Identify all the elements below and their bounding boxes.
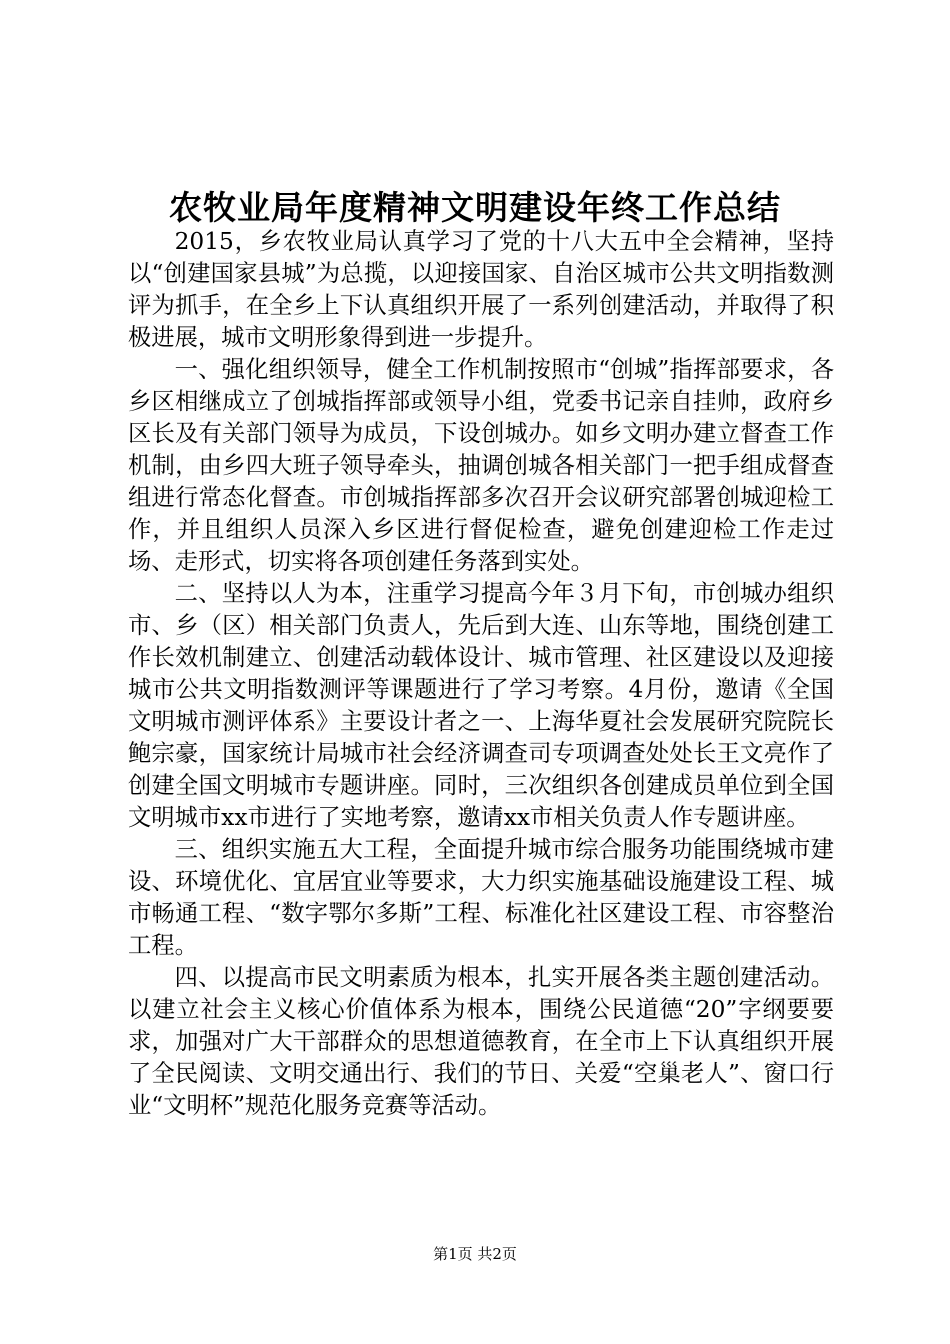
page-number-footer: 第1页 共2页 — [433, 1245, 517, 1263]
paragraph-section-2: 二、坚持以人为本，注重学习提高今年３月下旬，市创城办组织市、乡（区）相关部门负责人，先后到大连、山东等地，围绕创建工作长效机制建立、创建活动载体设计、城市管理、社区建设以及迎接城市公共文明指数测评等课题进行了学习考察。4月份，邀请《全国文明城市测评体系》主要设计者之一、上海华夏社会发展研究院院长鲍宗豪，国家统计局城市社会经济调查司专项调查处处长王文亮作了创建全国文明城市专题讲座。同时，三次组织各创建成员单位到全国文明城市xx市进行了实地考察，邀请xx市相关负责人作专题讲座。 — [128, 580, 834, 831]
paragraph-intro: 2015，乡农牧业局认真学习了党的十八大五中全会精神，坚持以“创建国家县城”为总揽，以迎接国家、自治区城市公共文明指数测评为抓手，在全乡上下认真组织开展了一系列创建活动，并取得了积极进展，城市文明形象得到进一步提升。 — [128, 228, 834, 351]
document-title: 农牧业局年度精神文明建设年终工作总结 — [169, 188, 781, 227]
paragraph-section-3: 三、组织实施五大工程，全面提升城市综合服务功能围绕城市建设、环境优化、宜居宜业等要求，大力织实施基础设施建设工程、城市畅通工程、“数字鄂尔多斯”工程、标准化社区建设工程、市容整治工程。 — [128, 836, 834, 959]
document-body — [128, 226, 834, 1122]
paragraph-section-4: 四、以提高市民文明素质为根本，扎实开展各类主题创建活动。以建立社会主义核心价值体系为根本，围绕公民道德“20”字纲要要求，加强对广大干部群众的思想道德教育，在全市上下认真组织开展了全民阅读、文明交通出行、我们的节日、关爱“空巢老人”、窗口行业“文明杯”规范化服务竞赛等活动。 — [128, 964, 834, 1119]
paragraph-section-1: 一、强化组织领导，健全工作机制按照市“创城”指挥部要求，各乡区相继成立了创城指挥部或领导小组，党委书记亲自挂帅，政府乡区长及有关部门领导为成员，下设创城办。如乡文明办建立督查工作机制，由乡四大班子领导牵头，抽调创城各相关部门一把手组成督查组进行常态化督查。市创城指挥部多次召开会议研究部署创城迎检工作，并且组织人员深入乡区进行督促检查，避免创建迎检工作走过场、走形式，切实将各项创建任务落到实处。 — [128, 356, 834, 575]
